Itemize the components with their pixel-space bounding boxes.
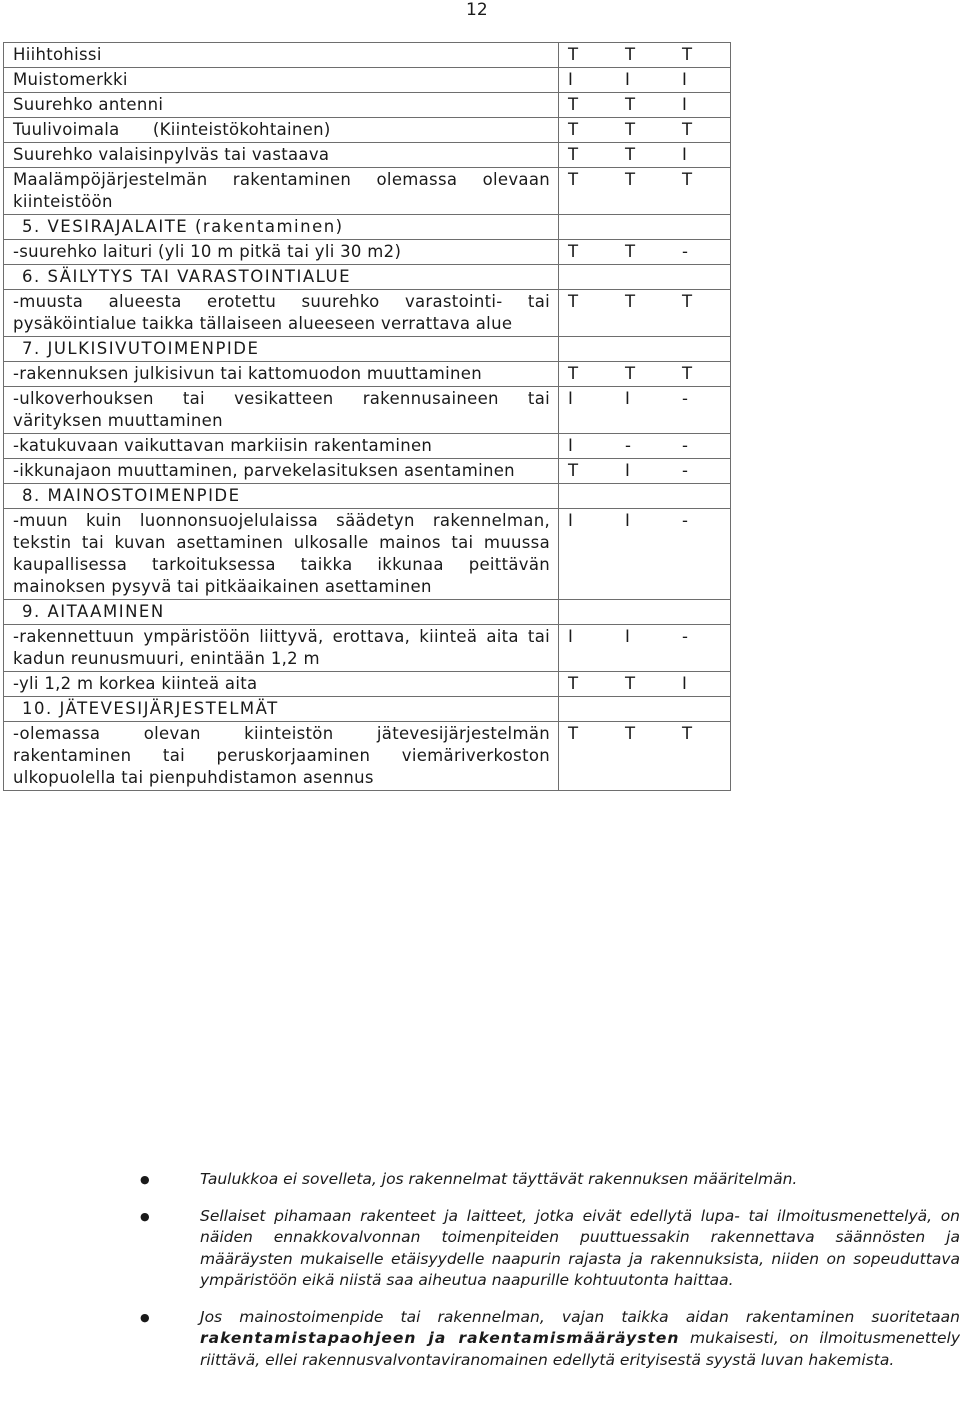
note-text: Sellaiset pihamaan rakenteet ja laitteet, jotka eivät edellytä lupa- tai ilmoitusmenettelyä, on näiden ennakkovalvonnan toimenpiteiden puuttuessakin rakennettava säännösten ja määräysten mukaiselle etäisyydelle naapurin rajasta ja rakennuksista, niiden on sopeuduttava ympäristöön eikä niistä saa aiheutua naapurille kohtuutonta haittaa. — [200, 1206, 960, 1289]
permit-code: - — [682, 436, 689, 455]
note-item — [140, 1169, 960, 1191]
permit-code: I — [568, 389, 574, 408]
table-row — [4, 290, 731, 337]
table-row — [4, 93, 731, 118]
permit-code: T — [625, 45, 636, 64]
permit-code: I — [625, 389, 631, 408]
permit-code: - — [682, 627, 689, 646]
permit-code: T — [568, 242, 579, 261]
table-row — [4, 118, 731, 143]
note-item — [140, 1307, 960, 1372]
permit-codes-cell — [559, 722, 731, 791]
permit-codes-cell — [559, 387, 731, 434]
permit-code: T — [568, 461, 579, 480]
measure-description: Suurehko valaisinpylväs tai vastaava — [4, 143, 559, 168]
note-item — [140, 1206, 960, 1292]
measure-description: Maalämpöjärjestelmän rakentaminen olemassa olevaan kiinteistöön — [4, 168, 559, 215]
permit-codes-cell — [559, 143, 731, 168]
permit-code: - — [682, 461, 689, 480]
table-row — [4, 672, 731, 697]
permit-code: T — [625, 145, 636, 164]
note-text: mukaisesti, on ilmoitusmenettely riittävä, ellei rakennusvalvontaviranomainen edellytä erityisestä syystä luvan hakemista. — [200, 1329, 960, 1369]
permit-code: I — [568, 70, 574, 89]
page-number: 12 — [466, 0, 488, 20]
measure-description: -yli 1,2 m korkea kiinteä aita — [4, 672, 559, 697]
permit-codes-cell — [559, 509, 731, 600]
measure-description: Muistomerkki — [4, 68, 559, 93]
permit-code: I — [682, 70, 688, 89]
section-heading: 10. JÄTEVESIJÄRJESTELMÄT — [4, 697, 559, 722]
heading-codes-cell — [559, 484, 731, 509]
section-heading-row — [4, 265, 731, 290]
permit-code: T — [682, 170, 693, 189]
permit-code: T — [682, 120, 693, 139]
permit-codes-cell — [559, 118, 731, 143]
table-row — [4, 240, 731, 265]
permit-codes-cell — [559, 459, 731, 484]
permit-codes-cell — [559, 43, 731, 68]
permit-code: - — [625, 436, 632, 455]
permit-code: T — [625, 242, 636, 261]
permit-code: I — [625, 70, 631, 89]
permit-code: T — [568, 170, 579, 189]
measure-description: -ulkoverhouksen tai vesikatteen rakennusaineen tai värityksen muuttaminen — [4, 387, 559, 434]
table-row — [4, 362, 731, 387]
heading-codes-cell — [559, 600, 731, 625]
permit-codes-cell — [559, 290, 731, 337]
measure-description: Tuulivoimala (Kiinteistökohtainen) — [4, 118, 559, 143]
measure-description: -rakennuksen julkisivun tai kattomuodon muuttaminen — [4, 362, 559, 387]
section-heading-row — [4, 215, 731, 240]
permit-codes-cell — [559, 362, 731, 387]
permit-codes-cell — [559, 68, 731, 93]
measure-description: -rakennettuun ympäristöön liittyvä, erottava, kiinteä aita tai kadun reunusmuuri, enintään 1,2 m — [4, 625, 559, 672]
permit-code: T — [568, 674, 579, 693]
permit-code: T — [682, 724, 693, 743]
permit-code: T — [682, 364, 693, 383]
permit-code: I — [682, 145, 688, 164]
section-heading: 7. JULKISIVUTOIMENPIDE — [4, 337, 559, 362]
permit-code: T — [682, 45, 693, 64]
permit-code: - — [682, 511, 689, 530]
permit-code: T — [568, 120, 579, 139]
note-text: Taulukkoa ei sovelleta, jos rakennelmat täyttävät rakennuksen määritelmän. — [200, 1170, 798, 1188]
permit-code: T — [568, 292, 579, 311]
heading-codes-cell — [559, 265, 731, 290]
table-row — [4, 722, 731, 791]
permit-code: T — [568, 724, 579, 743]
table-row — [4, 625, 731, 672]
permit-codes-cell — [559, 434, 731, 459]
permit-requirements-table — [3, 42, 731, 791]
heading-codes-cell — [559, 215, 731, 240]
note-text: Jos mainostoimenpide tai rakennelman, vajan taikka aidan rakentaminen suoritetaan — [200, 1307, 960, 1326]
permit-code: T — [625, 292, 636, 311]
table-row — [4, 459, 731, 484]
note-emphasis: rakentamistapaohjeen ja rakentamismääräysten — [200, 1329, 680, 1347]
measure-description: -suurehko laituri (yli 10 m pitkä tai yli 30 m2) — [4, 240, 559, 265]
permit-code: I — [625, 511, 631, 530]
permit-code: T — [568, 145, 579, 164]
section-heading-row — [4, 484, 731, 509]
permit-code: T — [682, 292, 693, 311]
permit-code: T — [568, 45, 579, 64]
section-heading: 9. AITAAMINEN — [4, 600, 559, 625]
permit-code: - — [682, 242, 689, 261]
table-row — [4, 434, 731, 459]
section-heading-row — [4, 337, 731, 362]
measure-description: Hiihtohissi — [4, 43, 559, 68]
section-heading-row — [4, 600, 731, 625]
permit-code: I — [568, 627, 574, 646]
permit-code: T — [625, 95, 636, 114]
table-row — [4, 143, 731, 168]
measure-description: -muusta alueesta erotettu suurehko varastointi- tai pysäköintialue taikka tällaiseen alueeseen verrattava alue — [4, 290, 559, 337]
permit-code: I — [625, 461, 631, 480]
permit-code: T — [625, 364, 636, 383]
permit-code: T — [568, 95, 579, 114]
heading-codes-cell — [559, 697, 731, 722]
table-row — [4, 68, 731, 93]
permit-code: T — [568, 364, 579, 383]
permit-codes-cell — [559, 672, 731, 697]
permit-code: T — [625, 170, 636, 189]
table-row — [4, 168, 731, 215]
permit-code: T — [625, 724, 636, 743]
permit-codes-cell — [559, 240, 731, 265]
footnotes-list — [140, 1169, 960, 1386]
permit-code: I — [682, 95, 688, 114]
section-heading: 6. SÄILYTYS TAI VARASTOINTIALUE — [4, 265, 559, 290]
permit-codes-cell — [559, 168, 731, 215]
heading-codes-cell — [559, 337, 731, 362]
permit-code: - — [682, 389, 689, 408]
permit-code: I — [625, 627, 631, 646]
permit-codes-cell — [559, 93, 731, 118]
permit-code: I — [568, 436, 574, 455]
measure-description: -olemassa olevan kiinteistön jätevesijärjestelmän rakentaminen tai peruskorjaaminen viemäriverkoston ulkopuolella tai pienpuhdistamon asennus — [4, 722, 559, 791]
table-row — [4, 387, 731, 434]
table-row — [4, 43, 731, 68]
measure-description: -muun kuin luonnonsuojelulaissa säädetyn rakennelman, tekstin tai kuvan asettaminen ulkosalle mainos tai muussa kaupallisessa tarkoituksessa taikka ikkunaa peittävän mainoksen pysyvä tai pitkäaikainen asettaminen — [4, 509, 559, 600]
measure-description: -katukuvaan vaikuttavan markiisin rakentaminen — [4, 434, 559, 459]
section-heading: 8. MAINOSTOIMENPIDE — [4, 484, 559, 509]
permit-code: T — [625, 674, 636, 693]
permit-codes-cell — [559, 625, 731, 672]
section-heading-row — [4, 697, 731, 722]
measure-description: Suurehko antenni — [4, 93, 559, 118]
table-row — [4, 509, 731, 600]
permit-code: I — [568, 511, 574, 530]
permit-code: T — [625, 120, 636, 139]
permit-code: I — [682, 674, 688, 693]
measure-description: -ikkunajaon muuttaminen, parvekelasituksen asentaminen — [4, 459, 559, 484]
section-heading: 5. VESIRAJALAITE (rakentaminen) — [4, 215, 559, 240]
